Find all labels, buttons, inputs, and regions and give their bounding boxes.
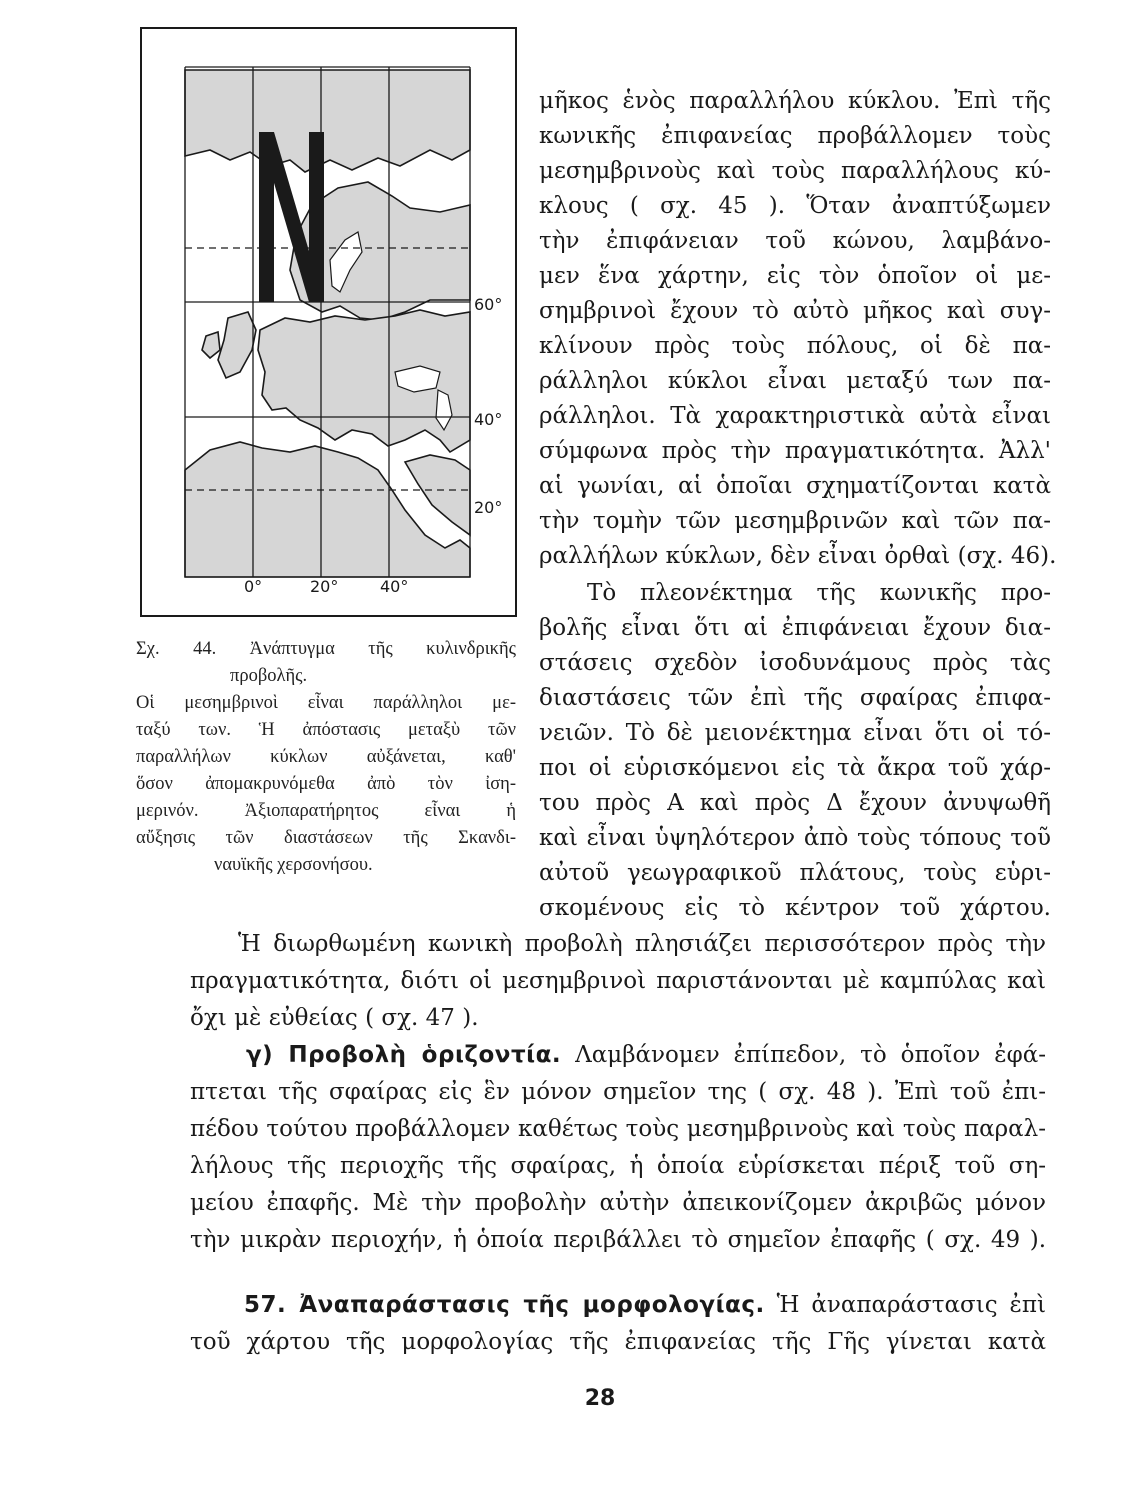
body-line: αὐτοῦ γεωγραφικοῦ πλάτους, τοὺς εὑρι- — [539, 860, 1051, 886]
body-line: νειῶν. Τὸ δὲ μειονέκτημα εἶναι ὅτι οἱ τό- — [539, 720, 1051, 746]
body-line: τὴν μικρὰν περιοχήν, ἡ ὁποία περιβάλλει τὸ σημεῖον ἐπαφῆς ( σχ. 49 ). — [190, 1227, 1046, 1253]
lat-label-60: 60° — [474, 295, 503, 314]
caption-title-cont: προβολῆς. — [230, 666, 308, 686]
figure-caption — [136, 636, 516, 879]
body-line: ράλληλοι. Τὰ χαρακτηριστικὰ αὐτὰ εἶναι — [539, 403, 1051, 429]
lon-label-0: 0° — [244, 577, 263, 596]
body-line: Ἡ διωρθωμένη κωνικὴ προβολὴ πλησιάζει περισσότερον πρὸς τὴν — [238, 931, 1046, 957]
body-line: τοῦ χάρτου τῆς μορφολογίας τῆς ἐπιφανείας τῆς Γῆς γίνεται κατὰ — [190, 1329, 1046, 1355]
body-line: κωνικῆς ἐπιφανείας προβάλλομεν τοὺς — [539, 123, 1051, 149]
body-line: διαστάσεις τῶν ἐπὶ τῆς σφαίρας ἐπιφα- — [539, 685, 1051, 711]
body-line: λήλους τῆς περιοχῆς τῆς σφαίρας, ἡ ὁποία εὑρίσκεται πέριξ τοῦ ση- — [190, 1153, 1046, 1179]
subsection-heading: γ) Προβολὴ ὁριζοντία. — [246, 1042, 562, 1068]
body-line: μεν ἕνα χάρτην, εἰς τὸν ὁποῖον οἱ με- — [539, 263, 1051, 289]
body-line: μεσημβρινοὺς καὶ τοὺς παραλλήλους κύ- — [539, 158, 1051, 184]
body-line: Τὸ πλεονέκτημα τῆς κωνικῆς προ- — [587, 580, 1051, 606]
lon-label-40: 40° — [380, 577, 409, 596]
body-line: βολῆς εἶναι ὅτι αἱ ἐπιφάνειαι ἔχουν δια- — [539, 615, 1051, 641]
lon-label-20: 20° — [310, 577, 339, 596]
subsection-first-text: Λαμβάνομεν ἐπίπεδον, τὸ ὁποῖον ἐφά- — [575, 1042, 1047, 1068]
caption-line: μερινόν. Ἀξιοπαρατήρητος εἶναι ἡ — [136, 801, 516, 821]
body-line: ὄχι μὲ εὐθείας ( σχ. 47 ). — [190, 1005, 479, 1031]
caption-line: παραλλήλων κύκλων αὐξάνεται, καθ' — [136, 747, 516, 767]
body-line: κλίνουν πρὸς τοὺς πόλους, οἱ δὲ πα- — [539, 333, 1051, 359]
caption-line: Οἱ μεσημβρινοὶ εἶναι παράλληλοι με- — [136, 693, 516, 713]
body-line: σύμφωνα πρὸς τὴν πραγματικότητα. Ἀλλ' — [539, 438, 1051, 464]
body-line: σκομένους εἰς τὸ κέντρον τοῦ χάρτου. — [539, 895, 1051, 921]
caption-line: ταξύ των. Ἡ ἀπόστασις μεταξὺ τῶν — [136, 720, 516, 740]
section-heading: 57. Ἀναπαράστασις τῆς μορφολογίας. — [244, 1292, 765, 1318]
caption-line: αὔξησις τῶν διαστάσεων τῆς Σκανδι- — [136, 828, 516, 848]
body-line: ραλλήλων κύκλων, δὲν εἶναι ὀρθαὶ (σχ. 46). — [539, 543, 1057, 569]
body-line: τὴν ἐπιφάνειαν τοῦ κώνου, λαμβάνο- — [539, 228, 1051, 254]
body-line: αἱ γωνίαι, αἱ ὁποῖαι σχηματίζονται κατὰ — [539, 473, 1051, 499]
body-line: σημβρινοὶ ἔχουν τὸ αὐτὸ μῆκος καὶ συγ- — [539, 298, 1051, 324]
body-line: πτεται τῆς σφαίρας εἰς ἓν μόνον σημεῖον της ( σχ. 48 ). Ἐπὶ τοῦ ἐπι- — [190, 1079, 1046, 1105]
section-line — [190, 1290, 1046, 1321]
body-line: τὴν τομὴν τῶν μεσημβρινῶν καὶ τῶν πα- — [539, 508, 1051, 534]
body-line: του πρὸς Α καὶ πρὸς Δ ἔχουν ἀνυψωθῆ — [539, 790, 1051, 816]
page-number: 28 — [584, 1386, 616, 1411]
subsection-line — [190, 1040, 1046, 1071]
lat-label-40: 40° — [474, 410, 503, 429]
body-line: ποι οἱ εὑρισκόμενοι εἰς τὰ ἄκρα τοῦ χάρ- — [539, 755, 1051, 781]
body-line: πέδου τούτου προβάλλομεν καθέτως τοὺς μεσημβρινοὺς καὶ τοὺς παραλ- — [190, 1116, 1046, 1142]
body-line: καὶ εἶναι ὑψηλότερον ἀπὸ τοὺς τόπους τοῦ — [539, 825, 1051, 851]
caption-title: Σχ. 44. Ἀνάπτυγμα τῆς κυλινδρικῆς — [136, 639, 516, 659]
lat-label-20: 20° — [474, 498, 503, 517]
section-first-text: Ἡ ἀναπαράστασις ἐπὶ — [776, 1292, 1046, 1318]
body-line: μείου ἐπαφῆς. Μὲ τὴν προβολὴν αὐτὴν ἀπεικονίζομεν ἀκριβῶς μόνον — [190, 1190, 1046, 1216]
body-line: ράλληλοι κύκλοι εἶναι μεταξύ των πα- — [539, 368, 1051, 394]
body-line: πραγματικότητα, διότι οἱ μεσημβρινοὶ παριστάνονται μὲ καμπύλας καὶ — [190, 968, 1046, 994]
caption-line: ὅσον ἀπομακρυνόμεθα ἀπὸ τὸν ἰση- — [136, 774, 516, 794]
caption-last-line: ναυϊκῆς χερσονήσου. — [214, 855, 373, 875]
body-line: κλους ( σχ. 45 ). Ὅταν ἀναπτύξωμεν — [539, 193, 1051, 219]
body-line: στάσεις σχεδὸν ἰσοδυνάμους πρὸς τὰς — [539, 650, 1051, 676]
body-line: μῆκος ἑνὸς παραλλήλου κύκλου. Ἐπὶ τῆς — [539, 88, 1051, 114]
